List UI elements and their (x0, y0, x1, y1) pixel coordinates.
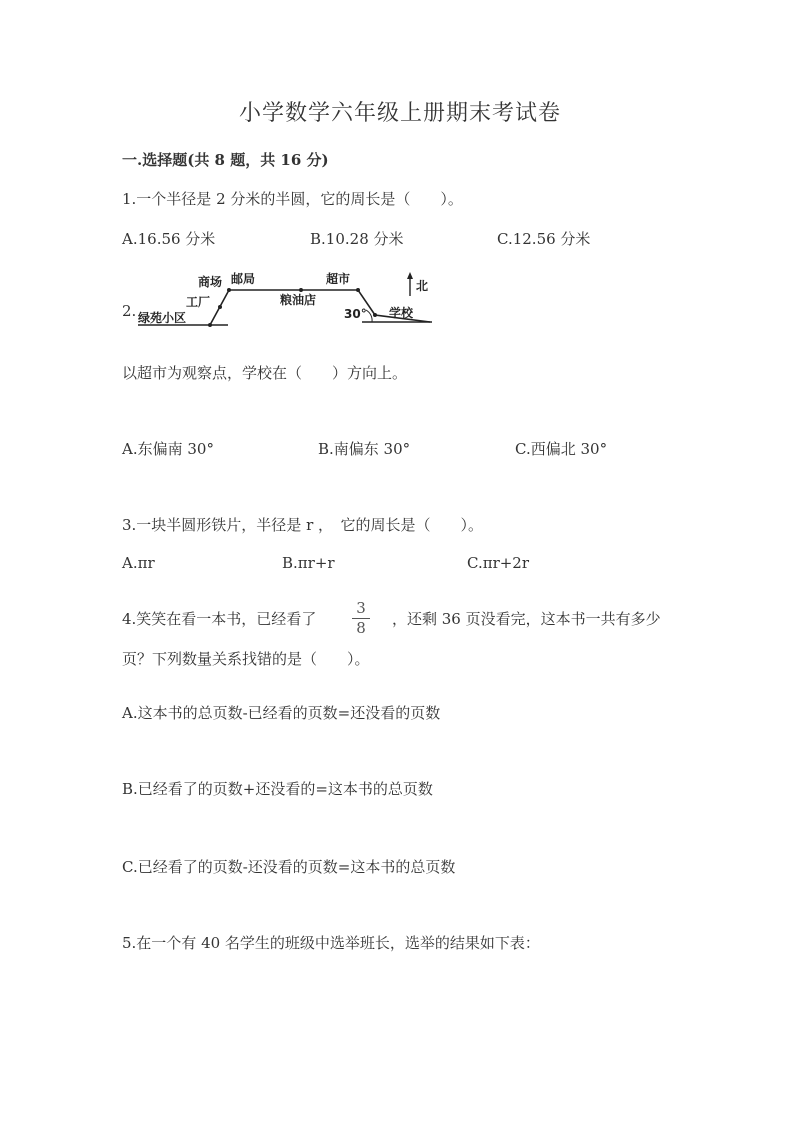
question-4-option-a[interactable]: A.这本书的总页数-已经看的页数=还没看的页数 (122, 704, 441, 722)
question-2-option-a[interactable]: A.东偏南 30° (122, 440, 214, 458)
question-1-stem: 1.一个半径是 2 分米的半圆，它的周长是（ ）。 (122, 190, 463, 208)
label-gongchang: 工厂 (186, 295, 211, 309)
label-bei: 北 (416, 279, 429, 293)
fraction-denominator: 8 (356, 619, 366, 637)
fraction-three-eighths (352, 600, 370, 637)
question-1-option-a[interactable]: A.16.56 分米 (122, 230, 216, 248)
label-angle: 30° (344, 307, 367, 321)
question-4-option-c[interactable]: C.已经看了的页数-还没看的页数=这本书的总页数 (122, 858, 456, 876)
question-3-option-b[interactable]: B.πr+r (282, 554, 335, 572)
label-shangchang: 商场 (198, 275, 223, 289)
question-2-stem: 以超市为观察点，学校在（ ）方向上。 (122, 364, 408, 382)
question-4-option-b[interactable]: B.已经看了的页数+还没看的=这本书的总页数 (122, 780, 433, 798)
question-5-stem: 5.在一个有 40 名学生的班级中选举班长，选举的结果如下表： (122, 934, 540, 952)
route-map-diagram (130, 266, 440, 338)
question-2-number: 2. (122, 302, 137, 320)
question-3-option-c[interactable]: C.πr+2r (467, 554, 530, 572)
question-3-option-a[interactable]: A.πr (122, 554, 155, 572)
question-4-stem-after: ，还剩 36 页没看完，这本书一共有多少 (392, 610, 661, 628)
question-2-option-c[interactable]: C.西偏北 30° (515, 440, 608, 458)
question-4-stem-before: 4.笑笑在看一本书，已经看了 (122, 610, 317, 628)
label-youju: 邮局 (231, 272, 256, 286)
fraction-numerator: 3 (356, 599, 366, 617)
question-3-stem: 3.一块半圆形铁片，半径是 r ， 它的周长是（ ）。 (122, 516, 484, 534)
label-chaoshi: 超市 (326, 272, 351, 286)
label-lvyuan: 绿苑小区 (138, 311, 187, 325)
label-xuexiao: 学校 (389, 306, 414, 320)
question-4-stem-line2: 页？下列数量关系找错的是（ ）。 (122, 650, 370, 668)
question-2-option-b[interactable]: B.南偏东 30° (318, 440, 411, 458)
section-heading: 一.选择题(共 8 题，共 16 分) (122, 151, 329, 169)
page-title: 小学数学六年级上册期末考试卷 (238, 101, 561, 126)
question-1-option-c[interactable]: C.12.56 分米 (497, 230, 591, 248)
label-liangyoudian: 粮油店 (280, 293, 317, 307)
question-1-option-b[interactable]: B.10.28 分米 (310, 230, 404, 248)
